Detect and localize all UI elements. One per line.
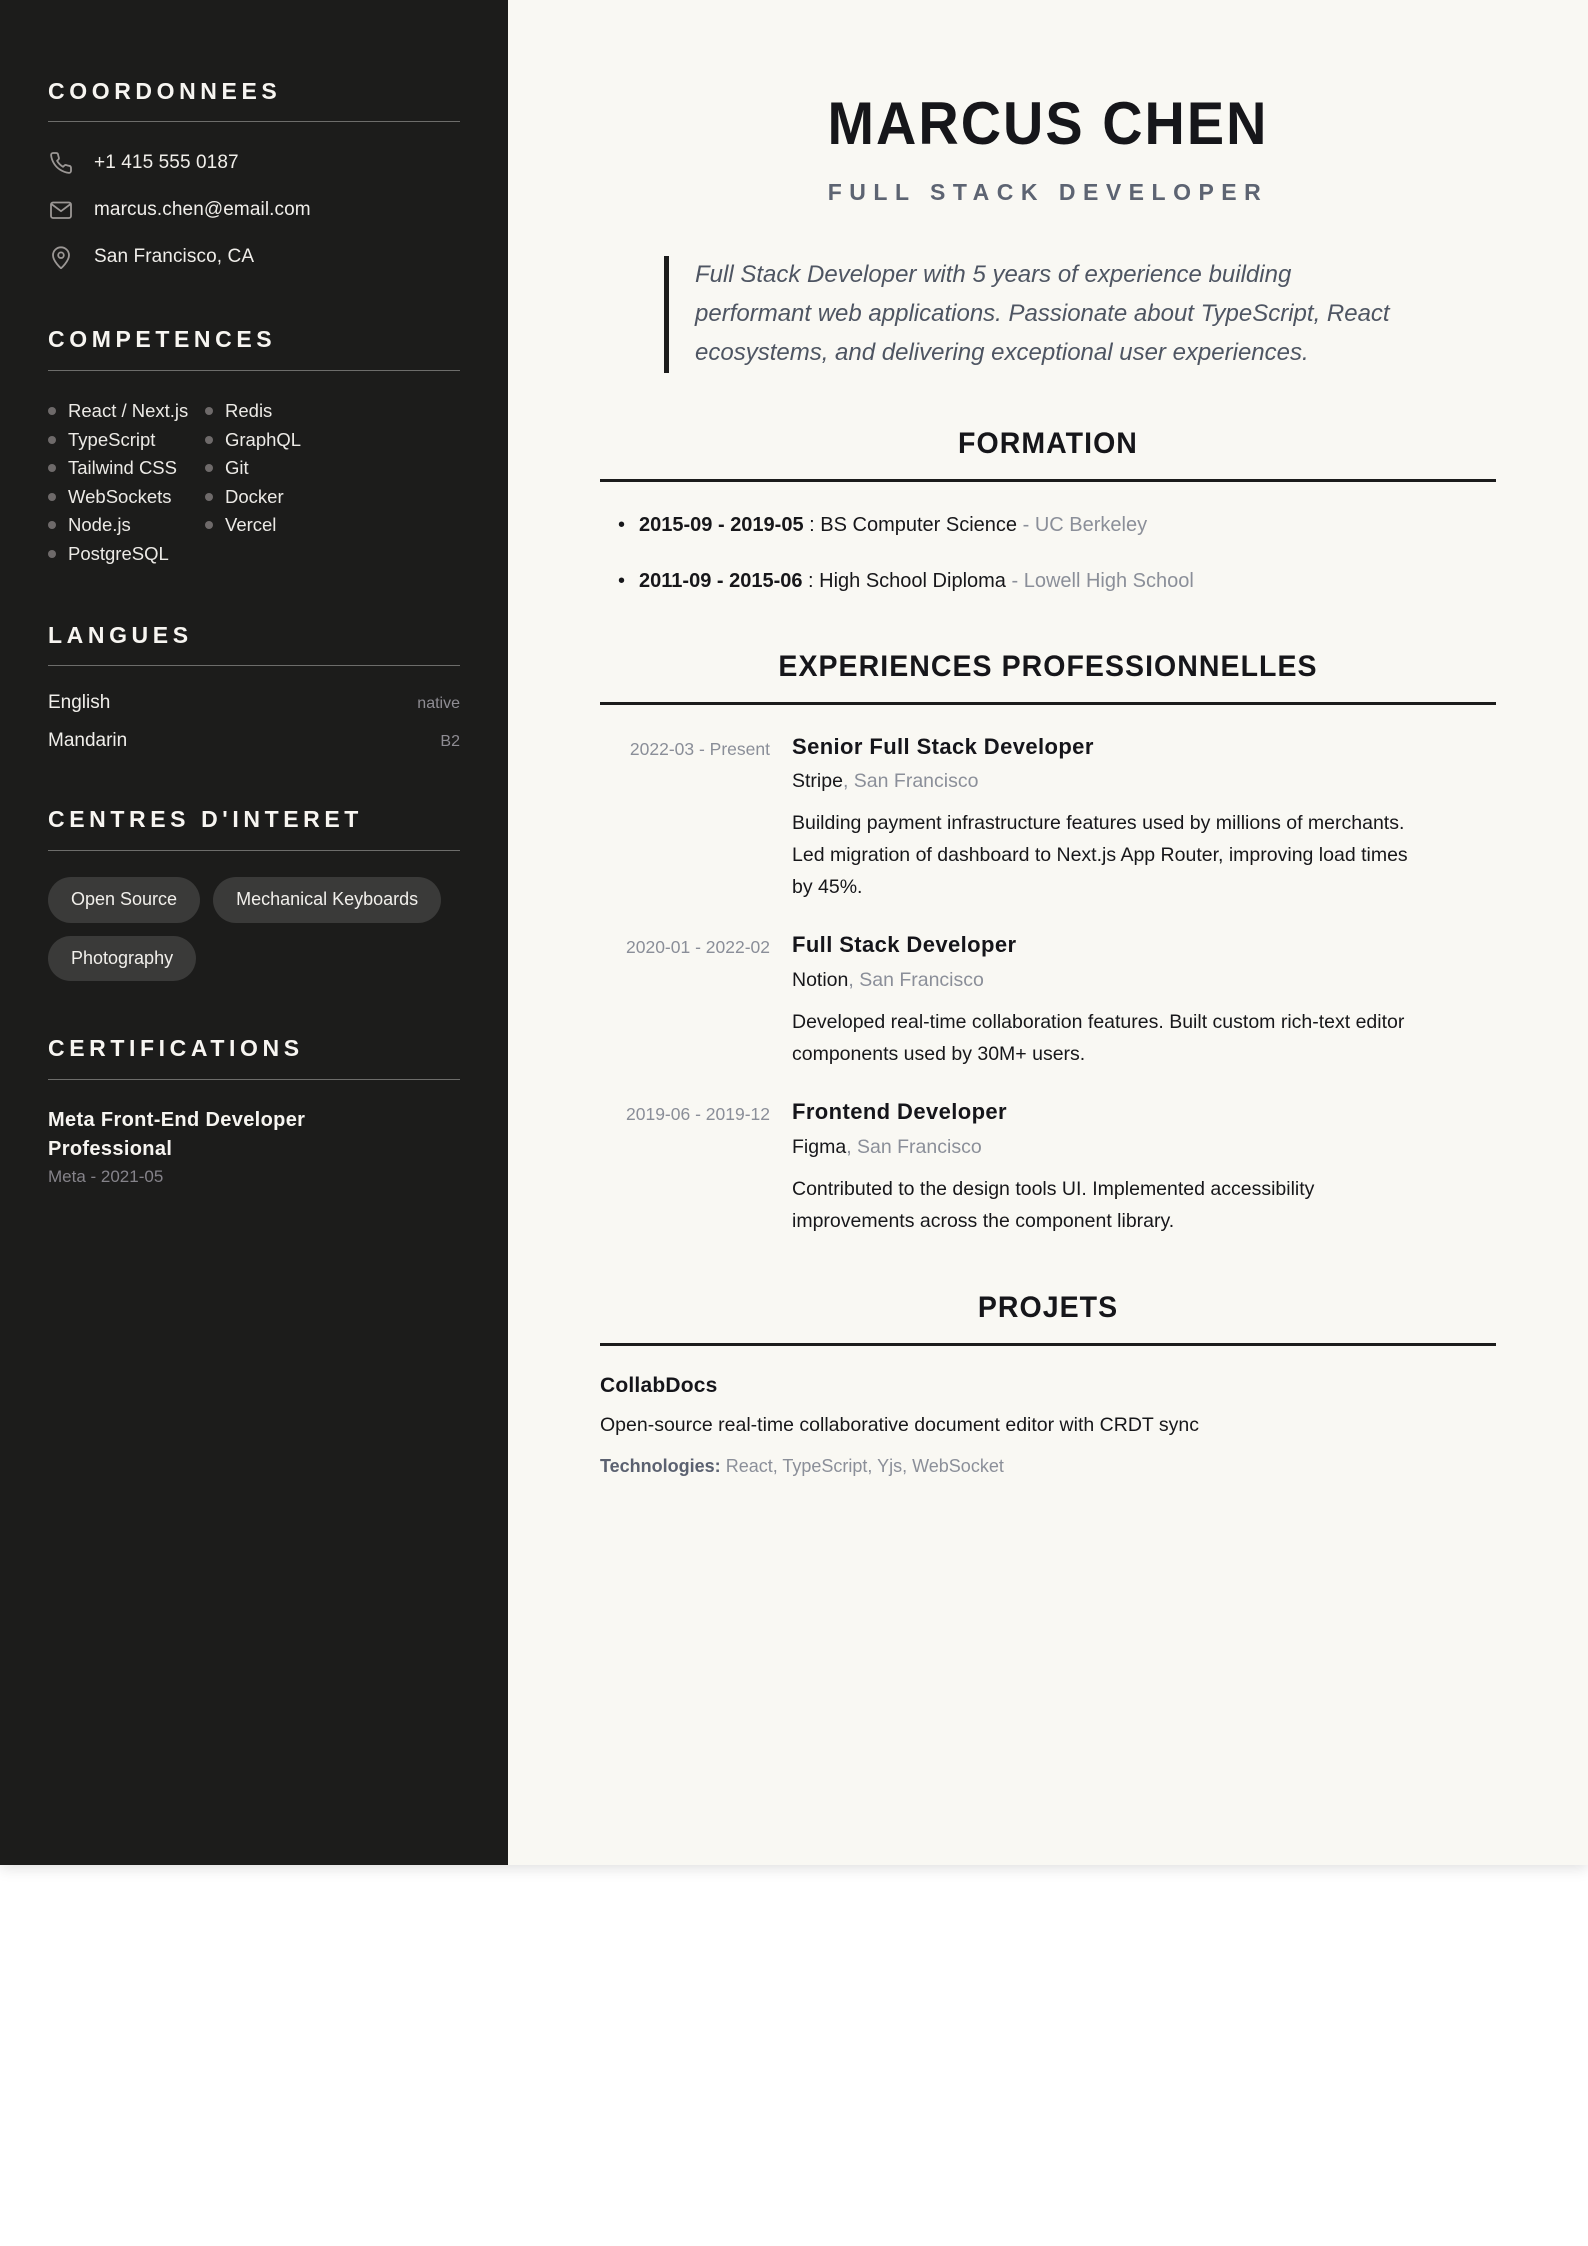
education-separator: : bbox=[803, 513, 821, 536]
experience-item bbox=[600, 931, 1496, 1070]
experience-company: Notion bbox=[792, 968, 849, 991]
bullet-dot-icon bbox=[205, 521, 213, 529]
sidebar-section-skills bbox=[48, 326, 460, 567]
sidebar bbox=[0, 0, 508, 1865]
language-row bbox=[48, 692, 460, 714]
experience-title: Senior Full Stack Developer bbox=[792, 733, 1094, 759]
skill-label: React / Next.js bbox=[68, 400, 189, 422]
skill-label: Vercel bbox=[225, 514, 277, 536]
experience-separator: , bbox=[848, 968, 860, 991]
education-degree: High School Diploma bbox=[819, 569, 1006, 592]
divider bbox=[48, 850, 460, 851]
section-heading-education: FORMATION bbox=[958, 426, 1138, 460]
sidebar-section-languages bbox=[48, 622, 460, 752]
main-content bbox=[508, 0, 1588, 1865]
education-item bbox=[600, 566, 1496, 596]
experience-company: Stripe bbox=[792, 770, 843, 793]
bullet-dot-icon bbox=[48, 550, 56, 558]
education-degree: BS Computer Science bbox=[820, 513, 1018, 536]
experience-title: Frontend Developer bbox=[792, 1099, 1008, 1125]
project-technologies bbox=[600, 1453, 1496, 1479]
certification-meta: Meta - 2021-05 bbox=[48, 1166, 164, 1186]
project-name: CollabDocs bbox=[600, 1374, 718, 1398]
experience-item bbox=[600, 1098, 1496, 1237]
profile-summary: Full Stack Developer with 5 years of experience building performant web applications. Passionate about TypeScript, React ecosystems, and delivering exceptional user experiences. bbox=[664, 256, 1399, 373]
sidebar-section-interests bbox=[48, 806, 460, 981]
experience-body bbox=[792, 733, 1432, 904]
skills-grid-spacer bbox=[205, 539, 460, 568]
education-dash: - bbox=[1005, 569, 1024, 592]
divider bbox=[600, 702, 1496, 705]
language-row bbox=[48, 730, 460, 752]
section-heading-projects: PROJETS bbox=[977, 1291, 1119, 1325]
experience-org bbox=[792, 769, 1432, 794]
job-headline: FULL STACK DEVELOPER bbox=[827, 179, 1269, 205]
skill-item bbox=[48, 482, 205, 511]
experience-description: Building payment infrastructure features used by millions of merchants. Led migration of dashboard to Next.js App Router, improving load times by 45%. bbox=[792, 812, 1408, 898]
education-school: UC Berkeley bbox=[1034, 513, 1148, 536]
bullet-icon: • bbox=[618, 513, 626, 536]
skill-item bbox=[48, 511, 205, 540]
education-separator: : bbox=[802, 569, 820, 592]
language-name: Mandarin bbox=[48, 730, 128, 752]
language-name: English bbox=[48, 692, 111, 714]
language-level: B2 bbox=[440, 733, 460, 751]
skill-item bbox=[48, 425, 205, 454]
experience-org bbox=[792, 1135, 1432, 1160]
section-projects bbox=[600, 1291, 1496, 1479]
language-level: native bbox=[417, 695, 460, 713]
education-line bbox=[639, 566, 1194, 596]
skill-item bbox=[48, 454, 205, 483]
education-school: Lowell High School bbox=[1023, 569, 1194, 592]
bullet-dot-icon bbox=[48, 407, 56, 415]
project-item bbox=[600, 1374, 1496, 1479]
skill-label: GraphQL bbox=[225, 428, 302, 450]
interest-pill[interactable]: Mechanical Keyboards bbox=[213, 877, 441, 923]
experience-item bbox=[600, 733, 1496, 904]
bullet-dot-icon bbox=[48, 521, 56, 529]
divider bbox=[48, 121, 460, 122]
contact-email-value: marcus.chen@email.com bbox=[94, 199, 311, 221]
divider bbox=[600, 1343, 1496, 1346]
skill-item bbox=[205, 482, 460, 511]
skill-label: Redis bbox=[225, 400, 273, 422]
education-dates: 2011-09 - 2015-06 bbox=[639, 569, 803, 592]
interest-pill[interactable]: Photography bbox=[48, 936, 196, 982]
bullet-dot-icon bbox=[48, 436, 56, 444]
sidebar-heading-languages: LANGUES bbox=[48, 621, 193, 648]
bullet-icon: • bbox=[618, 569, 626, 592]
experience-location: San Francisco bbox=[859, 968, 984, 991]
skill-label: TypeScript bbox=[68, 428, 156, 450]
sidebar-heading-skills: COMPETENCES bbox=[48, 326, 277, 353]
page-title: MARCUS CHEN bbox=[827, 90, 1269, 157]
interests-list bbox=[48, 877, 460, 982]
experience-org bbox=[792, 968, 1432, 993]
skill-label: Docker bbox=[225, 485, 284, 507]
experience-location: San Francisco bbox=[857, 1135, 982, 1158]
divider bbox=[48, 1079, 460, 1080]
skill-label: PostgreSQL bbox=[68, 542, 169, 564]
bullet-dot-icon bbox=[48, 493, 56, 501]
divider bbox=[48, 370, 460, 371]
experience-separator: , bbox=[846, 1135, 858, 1158]
experience-dates: 2019-06 - 2019-12 bbox=[626, 1104, 770, 1125]
certification-name: Meta Front-End Developer Professional bbox=[48, 1108, 306, 1160]
certification-item bbox=[48, 1106, 460, 1187]
experience-description: Developed real-time collaboration features. Built custom rich-text editor components used by 30M+ users. bbox=[792, 1011, 1405, 1065]
skill-item bbox=[205, 397, 460, 426]
bullet-dot-icon bbox=[205, 436, 213, 444]
sidebar-section-contact bbox=[48, 78, 460, 272]
technologies-label: Technologies: bbox=[600, 1456, 721, 1477]
experience-body bbox=[792, 931, 1432, 1070]
education-line bbox=[639, 510, 1147, 540]
map-pin-icon bbox=[48, 244, 74, 270]
contact-location-value: San Francisco, CA bbox=[94, 246, 255, 268]
envelope-icon bbox=[48, 197, 74, 223]
skill-label: Git bbox=[225, 457, 249, 479]
experience-dates: 2022-03 - Present bbox=[629, 738, 770, 759]
experience-description: Contributed to the design tools UI. Implemented accessibility improvements across the component library. bbox=[792, 1178, 1315, 1232]
bullet-dot-icon bbox=[205, 407, 213, 415]
education-dash: - bbox=[1017, 513, 1035, 536]
experience-separator: , bbox=[842, 770, 854, 793]
bullet-dot-icon bbox=[205, 493, 213, 501]
skill-item bbox=[205, 511, 460, 540]
skill-item bbox=[205, 425, 460, 454]
experience-location: San Francisco bbox=[853, 770, 979, 793]
skills-grid bbox=[48, 397, 460, 568]
bullet-dot-icon bbox=[48, 464, 56, 472]
experience-title: Full Stack Developer bbox=[792, 932, 1017, 958]
sidebar-heading-interests: CENTRES D'INTERET bbox=[48, 806, 363, 833]
interest-pill[interactable]: Open Source bbox=[48, 877, 200, 923]
project-description: Open-source real-time collaborative document editor with CRDT sync bbox=[600, 1414, 1199, 1437]
contact-phone-value: +1 415 555 0187 bbox=[94, 152, 239, 174]
experience-dates: 2020-01 - 2022-02 bbox=[626, 937, 770, 958]
phone-icon bbox=[48, 150, 74, 176]
divider bbox=[600, 479, 1496, 482]
education-item bbox=[600, 510, 1496, 540]
skill-label: Tailwind CSS bbox=[68, 457, 177, 479]
skill-item bbox=[48, 539, 205, 568]
skill-label: WebSockets bbox=[68, 485, 172, 507]
skill-label: Node.js bbox=[68, 514, 131, 536]
contact-row-phone[interactable] bbox=[48, 148, 460, 178]
section-education bbox=[600, 427, 1496, 596]
bullet-dot-icon bbox=[205, 464, 213, 472]
contact-row-email[interactable] bbox=[48, 195, 460, 225]
sidebar-heading-contact: COORDONNEES bbox=[48, 78, 282, 104]
skill-item bbox=[205, 454, 460, 483]
contact-row-location[interactable] bbox=[48, 242, 460, 272]
section-heading-experience: EXPERIENCES PROFESSIONNELLES bbox=[778, 649, 1318, 683]
experience-body bbox=[792, 1098, 1432, 1237]
divider bbox=[48, 665, 460, 666]
section-experience bbox=[600, 650, 1496, 1238]
skill-item bbox=[48, 397, 205, 426]
education-dates: 2015-09 - 2019-05 bbox=[639, 513, 804, 536]
sidebar-heading-certifications: CERTIFICATIONS bbox=[48, 1035, 304, 1062]
technologies-value: React, TypeScript, Yjs, WebSocket bbox=[725, 1456, 1004, 1477]
sidebar-section-certifications bbox=[48, 1035, 460, 1186]
experience-company: Figma bbox=[792, 1135, 847, 1158]
